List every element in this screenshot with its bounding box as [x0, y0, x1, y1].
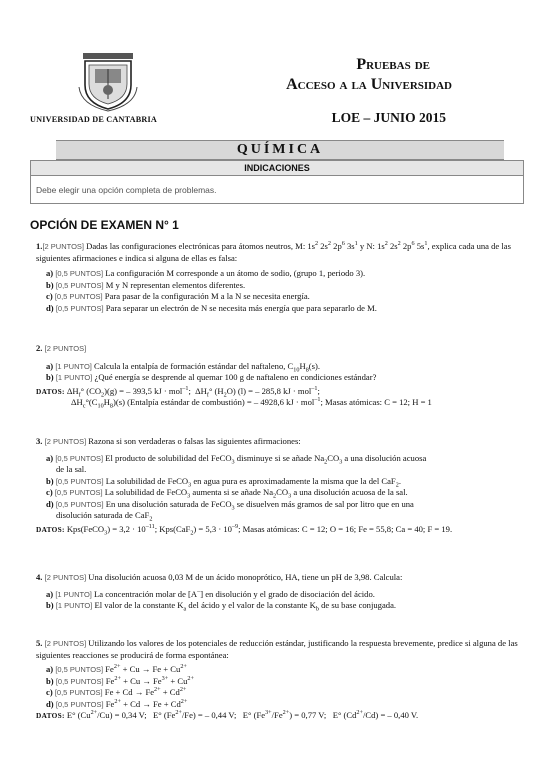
list-item: d) [0,5 PUNTOS] Para separar un electrón de N se necesita más energía que para separarlo de M.	[46, 302, 377, 313]
question-number: 1.	[36, 241, 43, 251]
university-name: UNIVERSIDAD DE CANTABRIA	[30, 115, 158, 124]
list-item: a) [0,5 PUNTOS] La configuración M corresponde a un átomo de sodio, (grupo 1, periodo 3).	[46, 268, 366, 278]
question-2: 2. [2 PUNTOS] a) [1 PUNTO] Calcula la entalpía de formación estándar del naftaleno, $C_{10}H_8(s)$. b) [1 PUNTO] ¿Qué energía se desprende al quemar 100 g de naftaleno en condiciones estándar? DATOS: $\Delta H_f^\circ$ $(CO_2)(g)$ = – 393,5 kJ · mol$^{-1}$; $\Delta H_f^\circ$ $(H_2O) (l)$ = – 285,8 kJ · mol$^{-1}$; $\Delta H_c^\circ(C_{10}H_8)(s)$ (Entalpía estándar de combustión) = – 4928,6 kJ · mol$^{-1}$; Masas atómicas: C = 12; H = 1	[36, 343, 526, 409]
list-item: c) [0,5 PUNTOS] $Fe + Cd \to Fe^{2+} + Cd^{2+}$	[46, 686, 187, 697]
list-item: a) [1 PUNTO] Calcula la entalpía de formación estándar del naftaleno, $C_{10}H_8(s)$.	[46, 360, 320, 374]
points-badge: [2 PUNTOS]	[42, 242, 84, 251]
university-seal-icon	[75, 47, 141, 113]
list-item: a) [0,5 PUNTOS] El producto de solubilidad del FeCO$_3$ disminuye si se añade $Na_2CO_3$ a una disolución acuosa de la sal.	[46, 452, 427, 474]
question-5: 5. [2 PUNTOS] Utilizando los valores de los potenciales de reducción estándar, justificando la respuesta brevemente, predice si alguna de las siguientes reacciones se producirá de forma espontánea: a) [0,5 PUNTOS] $Fe^{2+} + Cu \to Fe + Cu^{2+}$ b) [0,5 PUNTOS] $Fe^{2+} + Cu \to Fe^{3+} + Cu^{2+}$ c) [0,5 PUNTOS] $Fe + Cd \to Fe^{2+} + Cd^{2+}$ d) [0,5 PUNTOS] $Fe^{2+} + Cd \to Fe + Cd^{2+}$ DATOS: E° $(Cu^{2+}/Cu) = 0,34$ V; E° $(Fe^{2+}/Fe)$ = – 0,44 V; E° $(Fe^{3+}/Fe^{2+}) = 0,77$ V; E° $(Cd^{2+}/Cd)$ = – 0,40 V.	[36, 638, 526, 722]
instructions-box	[30, 160, 524, 204]
list-item: b) [0,5 PUNTOS] M y N representan elementos diferentes.	[46, 279, 246, 290]
list-item: a) [1 PUNTO] La concentración molar de [A–] en disolución y el grado de disociación del ácido.	[46, 587, 375, 599]
list-item: d) [0,5 PUNTOS] $Fe^{2+} + Cd \to Fe + Cd^{2+}$	[46, 697, 188, 709]
instructions-text: Debe elegir una opción completa de problemas.	[36, 185, 217, 195]
instructions-heading: INDICACIONES	[31, 161, 523, 176]
list-item: b) [0,5 PUNTOS] $Fe^{2+} + Cu \to Fe^{3+} + Cu^{2+}$	[46, 674, 194, 686]
list-item: d) [0,5 PUNTOS] En una disolución saturada de FeCO$_3$ se disuelven más gramos de sal por litro que en una disolución saturada de CaF$_2$	[46, 498, 414, 523]
list-item: c) [0,5 PUNTOS] Para pasar de la configuración M a la N se necesita energía.	[46, 291, 310, 301]
list-item: b) [1 PUNTO] ¿Qué energía se desprende al quemar 100 g de naftaleno en condiciones estándar?	[46, 372, 377, 382]
option-title: OPCIÓN DE EXAMEN N° 1	[30, 218, 179, 232]
exam-title-line1: Pruebas de	[356, 56, 430, 73]
list-item: c) [0,5 PUNTOS] La solubilidad de FeCO$_3$ aumenta si se añade $Na_2CO_3$ a una disolución acuosa de la sal.	[46, 487, 408, 500]
exam-title-line2: Acceso a la Universidad	[286, 76, 452, 93]
question-3: 3. [2 PUNTOS] Razona si son verdaderas o falsas las siguientes afirmaciones: a) [0,5 PUNTOS] El producto de solubilidad del FeCO$_3$ disminuye si se añade $Na_2CO_3$ a una disolución acuosa de la sal. b) [0,5 PUNTOS] La solubilidad de FeCO$_3$ en agua pura es aproximadamente la misma que la del CaF$_2$. c) [0,5 PUNTOS] La solubilidad de FeCO$_3$ aumenta si se añade $Na_2CO_3$ a una disolución acuosa de la sal. d) [0,5 PUNTOS] En una disolución saturada de FeCO$_3$ se disuelven más gramos de sal por litro que en una disolución saturada de CaF$_2$ DATOS: Kps(FeCO$_3$) = $3,2 \cdot 10^{-11}$; $Kps(CaF_2) = 5,3 \cdot 10^{-9}$; Masas atómicas: C = 12; O = 16; Fe = 55,8; Ca = 40; F = 19.	[36, 436, 526, 535]
question-1: 1.[2 PUNTOS] Dadas las configuraciones electrónicas para átomos neutros, M: $1s^2$ $2s^2$ $2p^6$ $3s^1$ y N: $1s^2$ $2s^2$ $2p^6$ $5s^1$, explica cada una de las siguientes afirmaciones e indica si alguna de ellas es falsa: a) [0,5 PUNTOS] La configuración M corresponde a un átomo de sodio, (grupo 1, periodo 3). b) [0,5 PUNTOS] M y N representan elementos diferentes. c) [0,5 PUNTOS] Para pasar de la configuración M a la N se necesita energía. d) [0,5 PUNTOS] Para separar un electrón de N se necesita más energía que para separarlo de M.	[36, 241, 526, 314]
question-4: 4. [2 PUNTOS] Una disolución acuosa 0,03 M de un ácido monoprótico, HA, tiene un pH de 3,98. Calcula: a) [1 PUNTO] La concentración molar de [A–] en disolución y el grado de disociación del ácido. b) [1 PUNTO] El valor de la constante $K_a$ del ácido y el valor de la constante $K_b$ de su base conjugada.	[36, 572, 526, 612]
list-item: b) [0,5 PUNTOS] La solubilidad de FeCO$_3$ en agua pura es aproximadamente la misma que la del CaF$_2$.	[46, 475, 401, 489]
exam-session: LOE – JUNIO 2015	[331, 110, 446, 125]
subject-title: QUÍMICA	[236, 142, 324, 157]
list-item: b) [1 PUNTO] El valor de la constante $K_a$ del ácido y el valor de la constante $K_b$ de su base conjugada.	[46, 600, 397, 613]
subject-bar	[56, 140, 504, 160]
list-item: a) [0,5 PUNTOS] $Fe^{2+} + Cu \to Fe + Cu^{2+}$	[46, 663, 187, 674]
